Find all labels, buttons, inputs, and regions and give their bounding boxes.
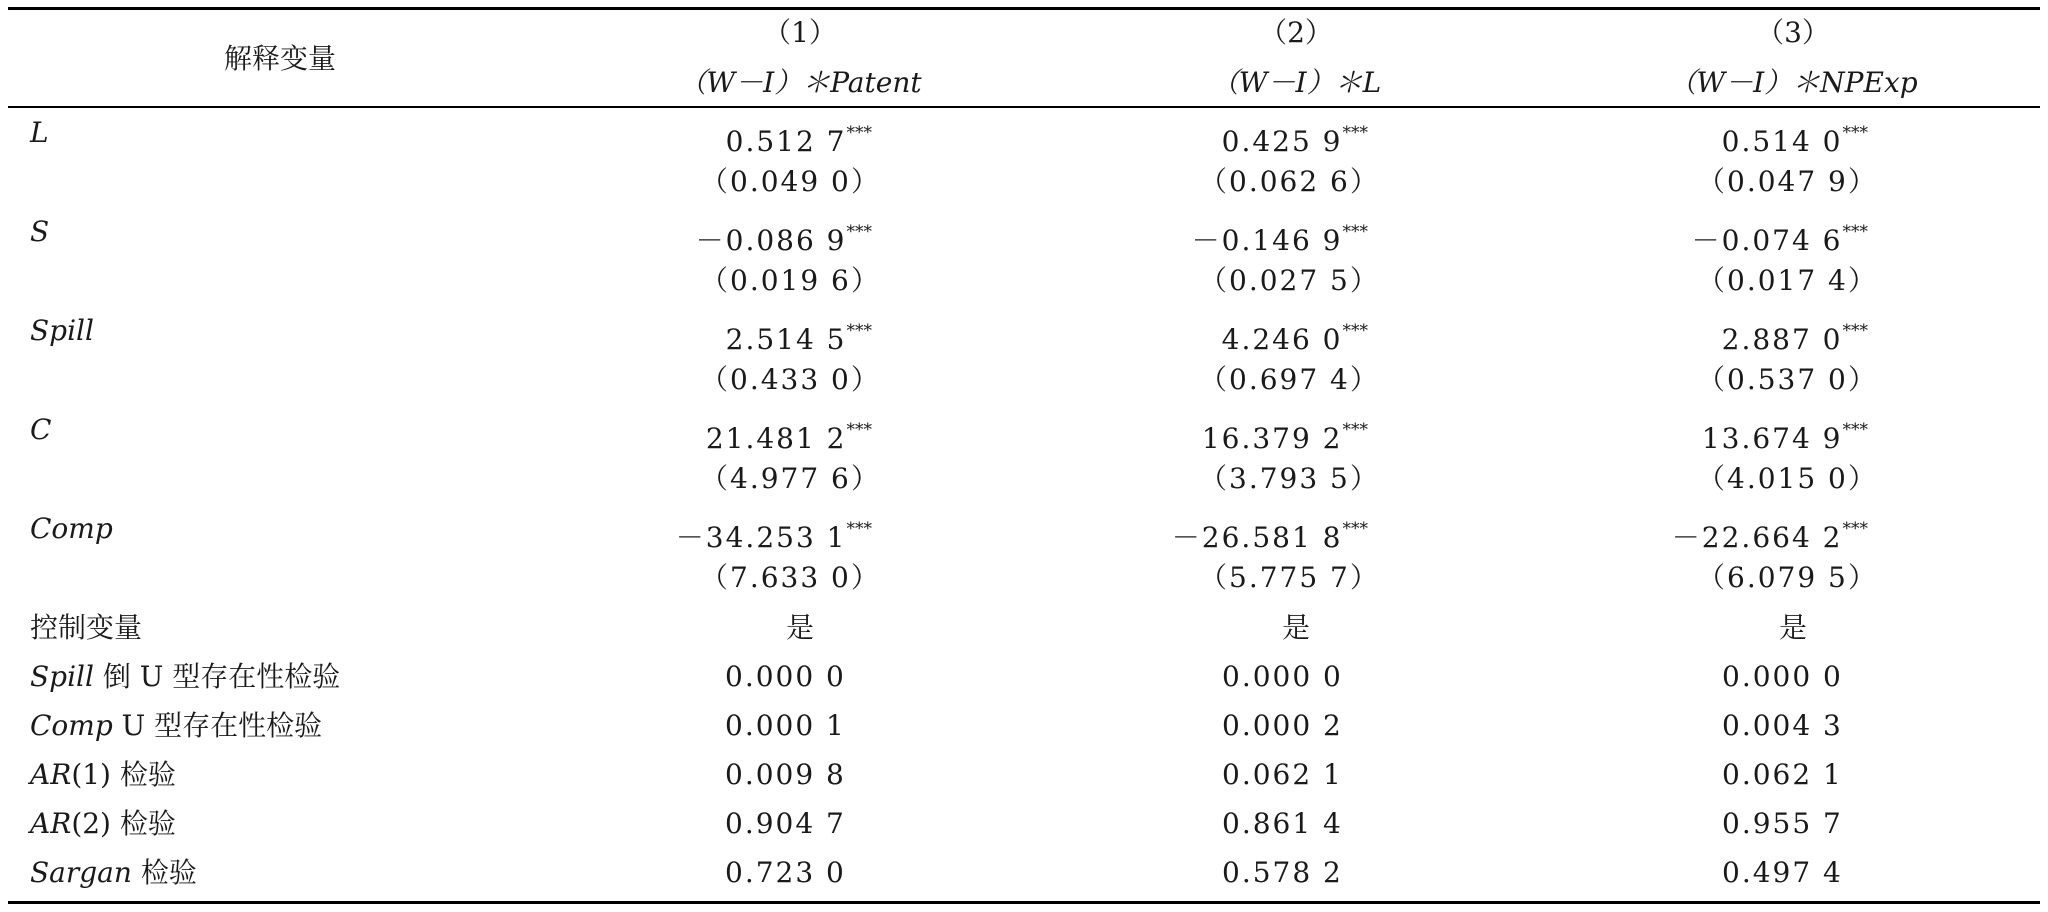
comp-test-col3: 0.004 3 [1722,709,1843,742]
row-label-controls: 控制变量 [30,611,143,644]
coef-L-col2: 0.425 9*** [1221,123,1368,158]
coef-L-col1: 0.512 7*** [725,123,872,158]
spill-test-col1: 0.000 0 [725,660,846,693]
coef-Spill-col2: 4.246 0*** [1221,321,1368,356]
ar1-test-col3: 0.062 1 [1722,758,1843,791]
se-Comp-col1: （7.633 0） [700,561,881,594]
ar2-test-col1: 0.904 7 [725,807,846,840]
se-L-col2: （0.062 6） [1199,165,1380,198]
header-col-number-2: （2） [1259,16,1333,49]
row-label-ar2-test: AR(2) 检验 [30,807,176,840]
ar2-test-col2: 0.861 4 [1222,807,1343,840]
coef-S-col1: －0.086 9*** [695,222,872,257]
spill-test-col3: 0.000 0 [1722,660,1843,693]
comp-test-col1: 0.000 1 [725,709,846,742]
table-bottom-rule [8,901,2040,904]
header-col-var-1: （W－I）＊Patent [678,66,922,99]
se-L-col1: （0.049 0） [700,165,881,198]
row-label-sargan-test: Sargan 检验 [30,856,197,889]
row-label-ar1-test: AR(1) 检验 [30,758,176,791]
ar1-test-col1: 0.009 8 [725,758,846,791]
coef-Spill-col1: 2.514 5*** [725,321,872,356]
se-L-col3: （0.047 9） [1697,165,1878,198]
se-Spill-col3: （0.537 0） [1697,363,1878,396]
se-Spill-col2: （0.697 4） [1199,363,1380,396]
ar2-test-col3: 0.955 7 [1722,807,1843,840]
controls-col3: 是 [1778,611,1808,644]
sargan-test-col1: 0.723 0 [725,856,846,889]
comp-test-col2: 0.000 2 [1222,709,1343,742]
table-top-rule [8,7,2040,10]
row-label-spill-test: Spill 倒 U 型存在性检验 [30,660,341,693]
se-Comp-col3: （6.079 5） [1697,561,1878,594]
coef-Comp-col3: －22.664 2*** [1671,519,1868,554]
coef-S-col2: －0.146 9*** [1191,222,1368,257]
row-label-C: C [30,413,52,446]
se-C-col1: （4.977 6） [700,462,881,495]
coef-C-col3: 13.674 9*** [1701,420,1868,455]
coef-C-col2: 16.379 2*** [1201,420,1368,455]
coef-L-col3: 0.514 0*** [1721,123,1868,158]
controls-col2: 是 [1281,611,1311,644]
se-S-col2: （0.027 5） [1199,264,1380,297]
row-label-S: S [30,215,50,248]
coef-S-col3: －0.074 6*** [1691,222,1868,257]
row-label-Spill: Spill [30,314,94,347]
se-Comp-col2: （5.775 7） [1199,561,1380,594]
coef-Spill-col3: 2.887 0*** [1721,321,1868,356]
header-col-var-2: （W－I）＊L [1210,66,1382,99]
se-C-col3: （4.015 0） [1697,462,1878,495]
coef-Comp-col2: －26.581 8*** [1171,519,1368,554]
row-label-Comp: Comp [30,512,113,545]
se-S-col1: （0.019 6） [700,264,881,297]
ar1-test-col2: 0.062 1 [1222,758,1343,791]
header-variable-label: 解释变量 [223,42,337,75]
spill-test-col2: 0.000 0 [1222,660,1343,693]
header-col-number-1: （1） [763,16,837,49]
header-col-var-3: （W－I）＊NPExp [1668,66,1918,99]
row-label-L: L [30,116,49,149]
header-col-number-3: （3） [1756,16,1830,49]
se-C-col2: （3.793 5） [1199,462,1380,495]
se-Spill-col1: （0.433 0） [700,363,881,396]
table-header-rule [8,106,2040,108]
sargan-test-col3: 0.497 4 [1722,856,1843,889]
se-S-col3: （0.017 4） [1697,264,1878,297]
coef-C-col1: 21.481 2*** [705,420,872,455]
coef-Comp-col1: －34.253 1*** [675,519,872,554]
sargan-test-col2: 0.578 2 [1222,856,1343,889]
controls-col1: 是 [785,611,815,644]
row-label-comp-test: Comp U 型存在性检验 [30,709,323,742]
